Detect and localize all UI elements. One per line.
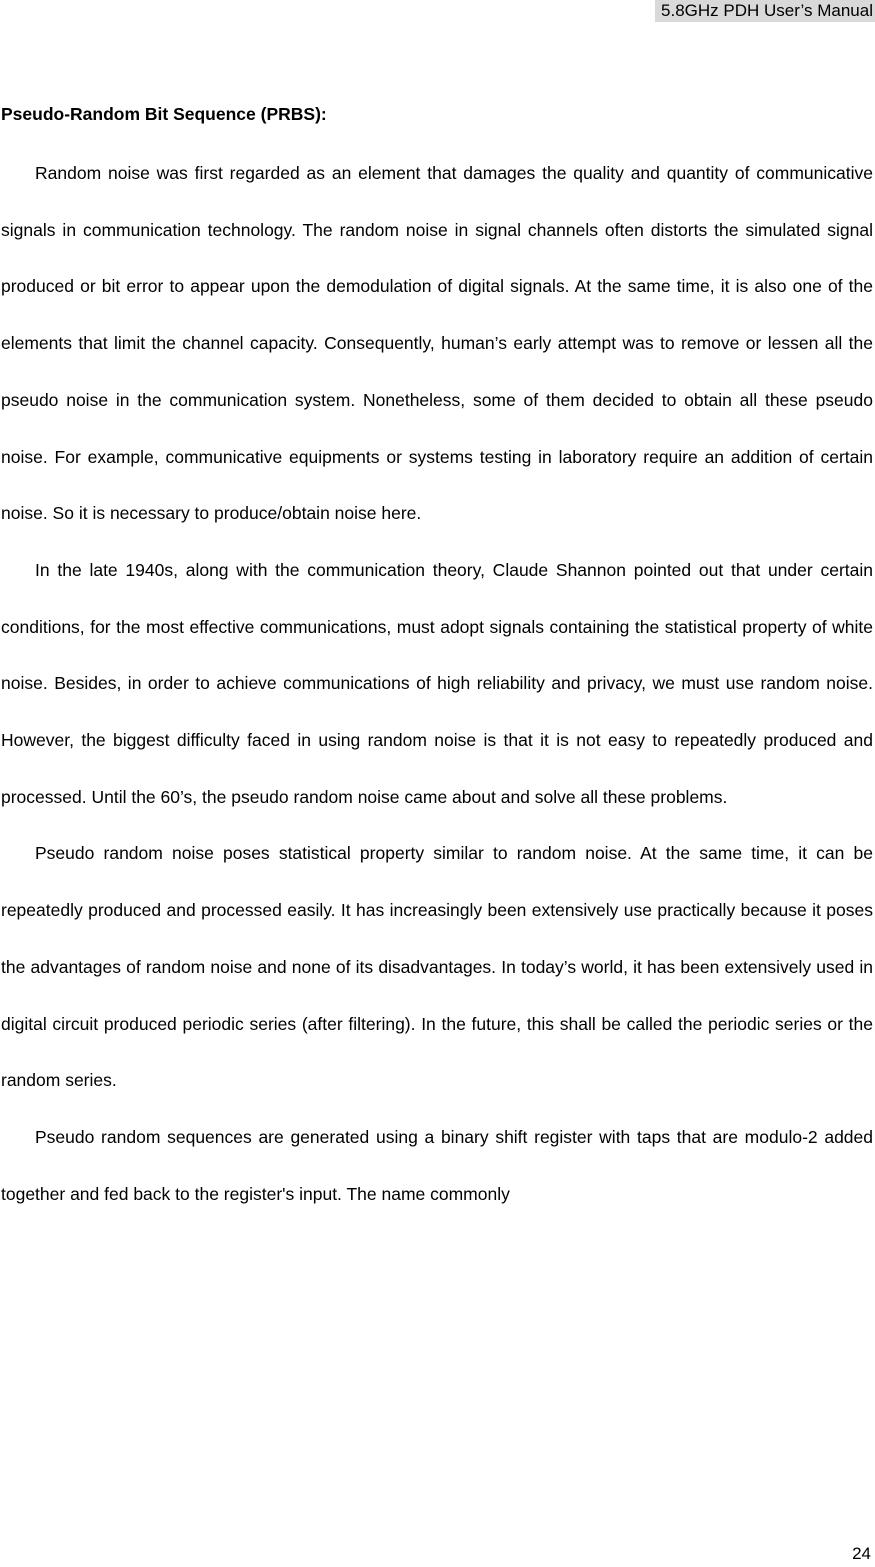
running-header: 5.8GHz PDH User’s Manual <box>655 0 875 22</box>
body-text <box>1 145 873 1222</box>
page-number: 24 <box>852 1544 871 1563</box>
paragraph-random-noise-intro: Random noise was first regarded as an element that damages the quality and quantity of communicative signals in communication technology. The random noise in signal channels often distorts the simulated signal produced or bit error to appear upon the demodulation of digital signals. At the same time, it is also one of the elements that limit the channel capacity. Consequently, human’s early attempt was to remove or lessen all the pseudo noise in the communication system. Nonetheless, some of them decided to obtain all these pseudo noise. For example, communicative equipments or systems testing in laboratory require an addition of certain noise. So it is necessary to produce/obtain noise here. <box>1 163 873 524</box>
paragraph-shannon-history: In the late 1940s, along with the communication theory, Claude Shannon pointed out that under certain conditions, for the most effective communications, must adopt signals containing the statistical property of white noise. Besides, in order to achieve communications of high reliability and privacy, we must use random noise. However, the biggest difficulty faced in using random noise is that it is not easy to repeatedly produced and processed. Until the 60’s, the pseudo random noise came about and solve all these problems. <box>1 559 873 807</box>
paragraph-shift-register: Pseudo random sequences are generated using a binary shift register with taps that are modulo-2 added together and fed back to the register's input. The name commonly <box>1 1126 873 1204</box>
section-heading: Pseudo-Random Bit Sequence (PRBS): <box>1 104 327 124</box>
paragraph-pseudo-random-properties: Pseudo random noise poses statistical property similar to random noise. At the same time, it can be repeatedly produced and processed easily. It has increasingly been extensively use practically because it poses the advantages of random noise and none of its disadvantages. In today’s world, it has been extensively used in digital circuit produced periodic series (after filtering). In the future, this shall be called the periodic series or the random series. <box>1 843 873 1091</box>
